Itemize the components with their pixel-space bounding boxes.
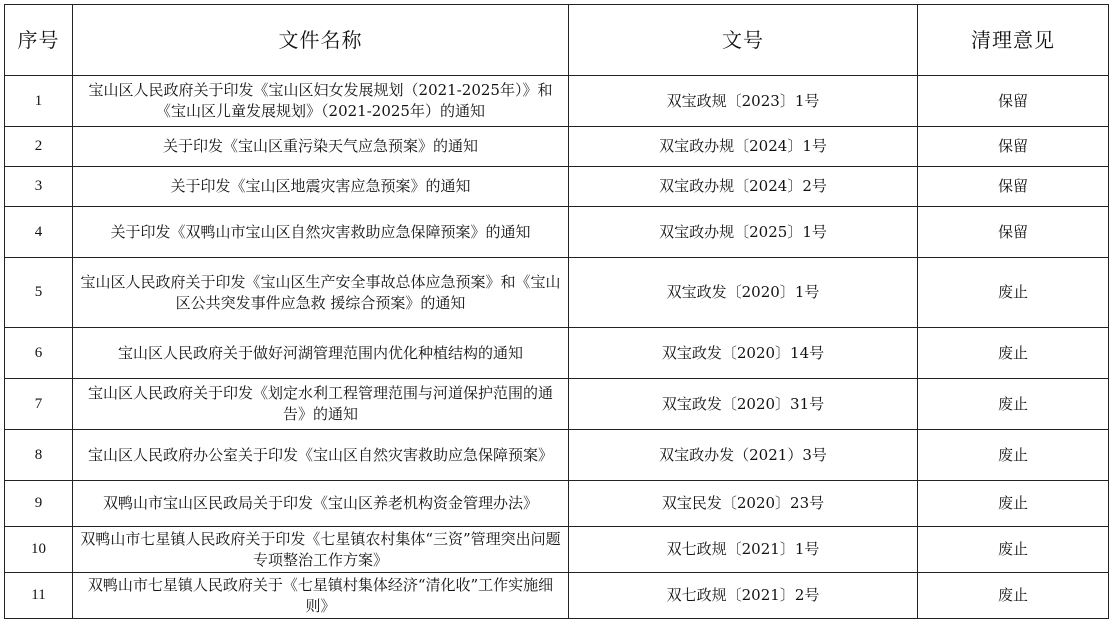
row-doc-number: 双七政规〔2021〕2号 (569, 573, 918, 619)
row-file-name: 双鸭山市七星镇人民政府关于《七星镇村集体经济“清化收”工作实施细则》 (73, 573, 569, 619)
row-doc-number: 双宝政办发（2021）3号 (569, 430, 918, 481)
row-seq: 3 (5, 167, 73, 207)
table-row (5, 328, 1109, 379)
row-doc-number: 双宝政办规〔2024〕1号 (569, 127, 918, 167)
row-seq: 6 (5, 328, 73, 379)
header-opinion: 清理意见 (918, 5, 1109, 76)
table-row (5, 207, 1109, 258)
table-row (5, 76, 1109, 127)
table-row (5, 573, 1109, 619)
header-seq: 序号 (5, 5, 73, 76)
row-seq: 8 (5, 430, 73, 481)
row-opinion: 废止 (918, 258, 1109, 328)
row-seq: 1 (5, 76, 73, 127)
row-opinion: 保留 (918, 127, 1109, 167)
row-opinion: 保留 (918, 76, 1109, 127)
row-seq: 5 (5, 258, 73, 328)
row-file-name: 关于印发《宝山区重污染天气应急预案》的通知 (73, 127, 569, 167)
row-file-name: 宝山区人民政府关于印发《宝山区妇女发展规划（2021-2025年）》和《宝山区儿童发展规划》（2021-2025年）的通知 (73, 76, 569, 127)
row-opinion: 废止 (918, 527, 1109, 573)
table-row (5, 481, 1109, 527)
row-opinion: 废止 (918, 328, 1109, 379)
row-file-name: 双鸭山市七星镇人民政府关于印发《七星镇农村集体“三资”管理突出问题专项整治工作方案》 (73, 527, 569, 573)
table-row (5, 258, 1109, 328)
row-doc-number: 双宝政发〔2020〕14号 (569, 328, 918, 379)
document-cleanup-table (4, 4, 1109, 619)
row-opinion: 废止 (918, 430, 1109, 481)
table-row (5, 527, 1109, 573)
row-opinion: 保留 (918, 167, 1109, 207)
row-opinion: 废止 (918, 573, 1109, 619)
row-file-name: 宝山区人民政府关于印发《划定水利工程管理范围与河道保护范围的通告》的通知 (73, 379, 569, 430)
row-file-name: 关于印发《宝山区地震灾害应急预案》的通知 (73, 167, 569, 207)
row-seq: 11 (5, 573, 73, 619)
row-doc-number: 双宝政发〔2020〕1号 (569, 258, 918, 328)
table-row (5, 430, 1109, 481)
row-doc-number: 双宝政办规〔2024〕2号 (569, 167, 918, 207)
table-row (5, 379, 1109, 430)
row-file-name: 宝山区人民政府关于做好河湖管理范围内优化种植结构的通知 (73, 328, 569, 379)
row-doc-number: 双七政规〔2021〕1号 (569, 527, 918, 573)
row-file-name: 关于印发《双鸭山市宝山区自然灾害救助应急保障预案》的通知 (73, 207, 569, 258)
row-seq: 10 (5, 527, 73, 573)
header-file-name: 文件名称 (73, 5, 569, 76)
row-opinion: 保留 (918, 207, 1109, 258)
row-seq: 2 (5, 127, 73, 167)
row-file-name: 双鸭山市宝山区民政局关于印发《宝山区养老机构资金管理办法》 (73, 481, 569, 527)
table-row (5, 167, 1109, 207)
row-doc-number: 双宝政发〔2020〕31号 (569, 379, 918, 430)
header-doc-number: 文号 (569, 5, 918, 76)
row-file-name: 宝山区人民政府办公室关于印发《宝山区自然灾害救助应急保障预案》 (73, 430, 569, 481)
row-seq: 9 (5, 481, 73, 527)
row-opinion: 废止 (918, 379, 1109, 430)
row-doc-number: 双宝民发〔2020〕23号 (569, 481, 918, 527)
row-seq: 7 (5, 379, 73, 430)
row-doc-number: 双宝政办规〔2025〕1号 (569, 207, 918, 258)
row-file-name: 宝山区人民政府关于印发《宝山区生产安全事故总体应急预案》和《宝山区公共突发事件应急救 援综合预案》的通知 (73, 258, 569, 328)
table-header-row (5, 5, 1109, 76)
table-row (5, 127, 1109, 167)
row-opinion: 废止 (918, 481, 1109, 527)
row-doc-number: 双宝政规〔2023〕1号 (569, 76, 918, 127)
row-seq: 4 (5, 207, 73, 258)
